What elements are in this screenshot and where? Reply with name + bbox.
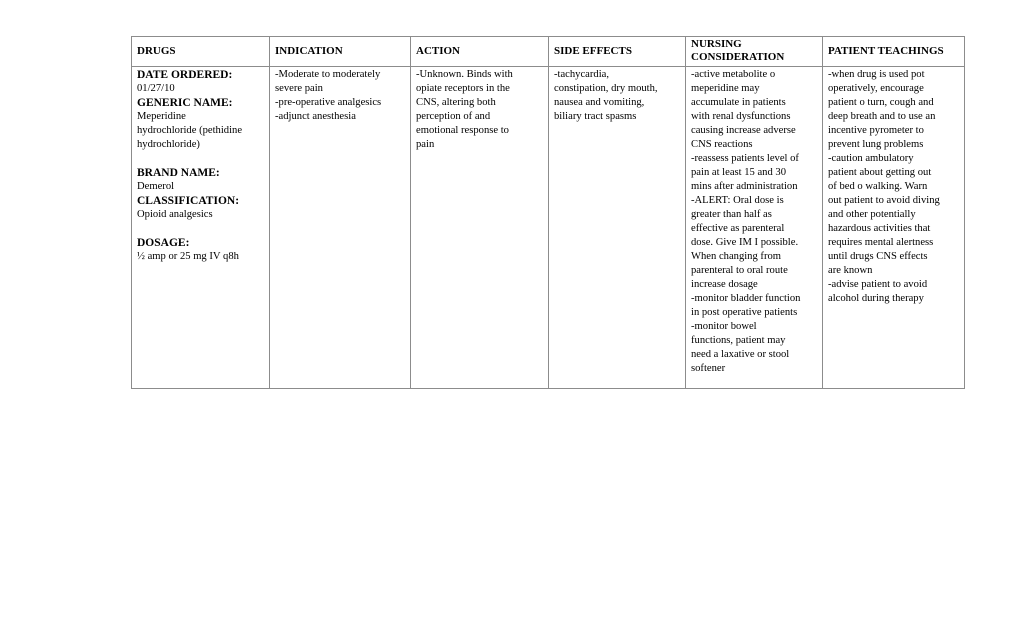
- action-line: opiate receptors in the: [416, 83, 510, 94]
- teachings-line: of bed o walking. Warn: [828, 181, 928, 192]
- teachings-line: requires mental alertness: [828, 237, 934, 248]
- classification-value: Opioid analgesics: [137, 209, 213, 220]
- generic-name-line-1: Meperidine: [137, 111, 186, 122]
- teachings-line: out patient to avoid diving: [828, 195, 940, 206]
- spacer: [137, 222, 264, 236]
- action-line: perception of and: [416, 111, 491, 122]
- nursing-line: CNS reactions: [691, 139, 753, 150]
- teachings-line: patient o turn, cough and: [828, 97, 934, 108]
- indication-line: -Moderate to moderately: [275, 69, 381, 80]
- nursing-line: accumulate in patients: [691, 97, 786, 108]
- indication-line: -adjunct anesthesia: [275, 111, 356, 122]
- action-line: emotional response to: [416, 125, 509, 136]
- drugs-cell: [132, 67, 270, 389]
- patient-teachings-cell: [823, 67, 965, 389]
- teachings-line: -when drug is used pot: [828, 69, 925, 80]
- nursing-line: -monitor bladder function: [691, 293, 801, 304]
- header-side-effects: SIDE EFFECTS: [549, 37, 686, 67]
- header-patient-teachings: PATIENT TEACHINGS: [823, 37, 965, 67]
- action-line: -Unknown. Binds with: [416, 69, 513, 80]
- teachings-line: patient about getting out: [828, 167, 932, 178]
- dosage-value: ½ amp or 25 mg IV q8h: [137, 251, 239, 262]
- header-row: [132, 37, 965, 67]
- nursing-line: parenteral to oral route: [691, 265, 788, 276]
- nursing-line: -reassess patients level of: [691, 153, 799, 164]
- teachings-line: -advise patient to avoid: [828, 279, 928, 290]
- nursing-line: need a laxative or stool: [691, 349, 790, 360]
- side-effects-line: -tachycardia,: [554, 69, 609, 80]
- dosage-label: DOSAGE:: [137, 237, 190, 249]
- nursing-line: softener: [691, 363, 726, 374]
- teachings-line: hazardous activities that: [828, 223, 931, 234]
- drug-row: [132, 67, 965, 389]
- nursing-line: effective as parenteral: [691, 223, 785, 234]
- indication-cell: [270, 67, 411, 389]
- header-action: ACTION: [411, 37, 549, 67]
- generic-name-line-2: hydrochloride (pethidine: [137, 125, 243, 136]
- teachings-line: operatively, encourage: [828, 83, 924, 94]
- teachings-line: until drugs CNS effects: [828, 251, 928, 262]
- nursing-consideration-cell: [686, 67, 823, 389]
- header-nursing-consideration: [686, 37, 823, 67]
- nursing-line: When changing from: [691, 251, 782, 262]
- teachings-line: are known: [828, 265, 873, 276]
- spacer: [137, 152, 264, 166]
- nursing-line: mins after administration: [691, 181, 798, 192]
- classification-label: CLASSIFICATION:: [137, 195, 240, 207]
- side-effects-cell: [549, 67, 686, 389]
- nursing-line: increase dosage: [691, 279, 758, 290]
- teachings-line: prevent lung problems: [828, 139, 924, 150]
- brand-name-label: BRAND NAME:: [137, 167, 220, 179]
- action-cell: [411, 67, 549, 389]
- action-line: pain: [416, 139, 435, 150]
- header-nursing-line-1: NURSING: [691, 38, 742, 50]
- date-ordered-value: 01/27/10: [137, 83, 175, 94]
- teachings-line: -caution ambulatory: [828, 153, 914, 164]
- generic-name-line-3: hydrochloride): [137, 139, 200, 150]
- nursing-line: greater than half as: [691, 209, 772, 220]
- indication-line: severe pain: [275, 83, 323, 94]
- header-indication: INDICATION: [270, 37, 411, 67]
- brand-name-value: Demerol: [137, 181, 175, 192]
- teachings-line: and other potentially: [828, 209, 916, 220]
- nursing-line: meperidine may: [691, 83, 760, 94]
- teachings-line: alcohol during therapy: [828, 293, 924, 304]
- teachings-line: incentive pyrometer to: [828, 125, 924, 136]
- side-effects-line: biliary tract spasms: [554, 111, 637, 122]
- generic-name-label: GENERIC NAME:: [137, 97, 233, 109]
- header-nursing-line-2: CONSIDERATION: [691, 51, 785, 63]
- side-effects-line: nausea and vomiting,: [554, 97, 645, 108]
- nursing-line: pain at least 15 and 30: [691, 167, 787, 178]
- nursing-line: with renal dysfunctions: [691, 111, 791, 122]
- nursing-line: -monitor bowel: [691, 321, 757, 332]
- nursing-line: in post operative patients: [691, 307, 798, 318]
- drug-card-table: [131, 36, 965, 389]
- header-drugs: DRUGS: [132, 37, 270, 67]
- nursing-line: functions, patient may: [691, 335, 786, 346]
- nursing-line: dose. Give IM I possible.: [691, 237, 799, 248]
- nursing-line: -active metabolite o: [691, 69, 776, 80]
- date-ordered-label: DATE ORDERED:: [137, 69, 233, 81]
- nursing-line: causing increase adverse: [691, 125, 796, 136]
- action-line: CNS, altering both: [416, 97, 496, 108]
- teachings-line: deep breath and to use an: [828, 111, 936, 122]
- nursing-line: -ALERT: Oral dose is: [691, 195, 784, 206]
- side-effects-line: constipation, dry mouth,: [554, 83, 658, 94]
- indication-line: -pre-operative analgesics: [275, 97, 382, 108]
